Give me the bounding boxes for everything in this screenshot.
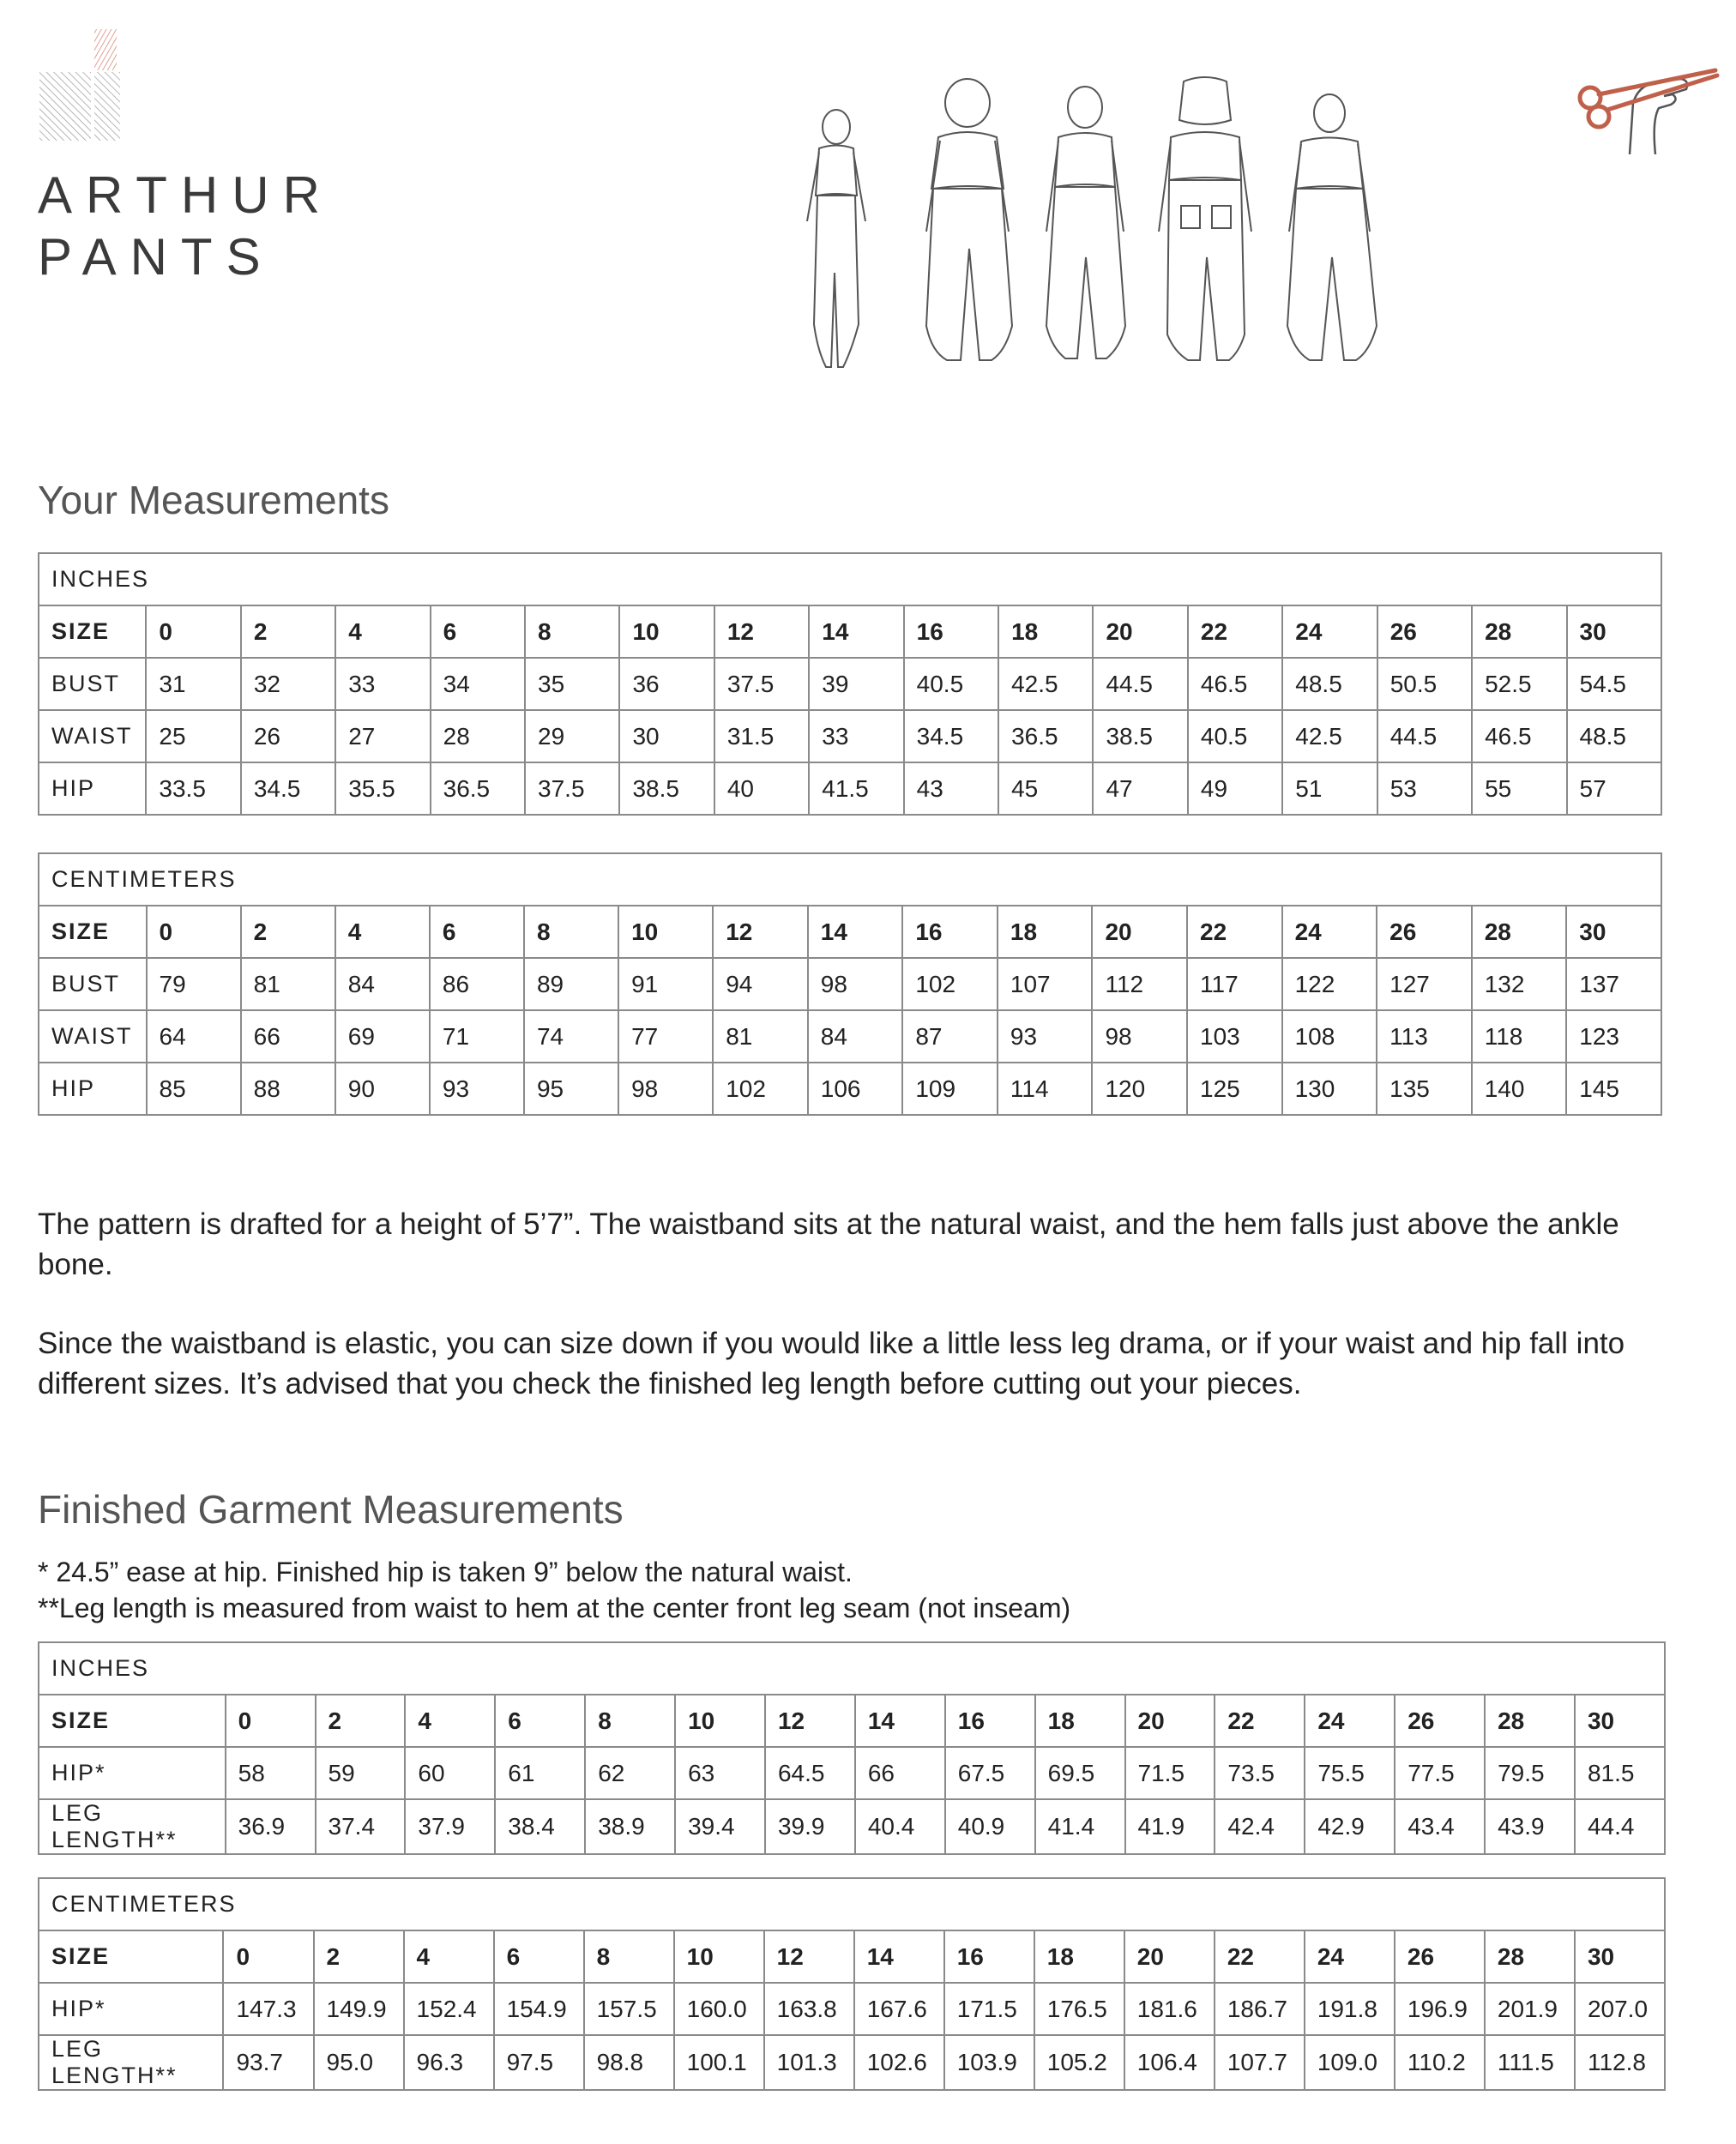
value-cell: 42.5: [998, 658, 1093, 710]
value-cell: 39.9: [765, 1799, 855, 1854]
finished-measurements-inches-table: [38, 1641, 1666, 1855]
value-cell: 102: [713, 1063, 808, 1115]
size-cell: 12: [713, 906, 808, 958]
value-cell: 35: [525, 658, 619, 710]
value-cell: 51: [1282, 762, 1377, 815]
size-cell: 6: [430, 906, 524, 958]
value-cell: 28: [431, 710, 525, 762]
value-cell: 60: [405, 1747, 495, 1799]
value-cell: 48.5: [1282, 658, 1377, 710]
value-cell: 106.4: [1124, 2035, 1215, 2090]
value-cell: 167.6: [854, 1983, 944, 2035]
value-cell: 66: [855, 1747, 945, 1799]
value-cell: 31: [146, 658, 240, 710]
value-cell: 154.9: [494, 1983, 584, 2035]
value-cell: 101.3: [764, 2035, 854, 2090]
value-cell: 36.5: [431, 762, 525, 815]
value-cell: 102.6: [854, 2035, 944, 2090]
value-cell: 160.0: [674, 1983, 764, 2035]
value-cell: 47: [1093, 762, 1187, 815]
value-cell: 67.5: [945, 1747, 1035, 1799]
value-cell: 105.2: [1034, 2035, 1124, 2090]
table-row: [39, 2035, 1665, 2090]
value-cell: 123: [1566, 1010, 1661, 1063]
size-cell: 20: [1093, 605, 1187, 658]
value-cell: 113: [1377, 1010, 1472, 1063]
title-line-1: ARTHUR: [38, 166, 334, 224]
size-cell: 2: [241, 906, 335, 958]
value-cell: 84: [808, 1010, 903, 1063]
value-cell: 93: [998, 1010, 1093, 1063]
size-cell: 8: [585, 1695, 675, 1747]
leg-length-note: **Leg length is measured from waist to hem at the center front leg seam (not inseam): [38, 1593, 1071, 1623]
value-cell: 140: [1472, 1063, 1567, 1115]
size-cell: 6: [495, 1695, 585, 1747]
value-cell: 40.9: [945, 1799, 1035, 1854]
value-cell: 57: [1567, 762, 1662, 815]
value-cell: 42.9: [1305, 1799, 1395, 1854]
value-cell: 86: [430, 958, 524, 1010]
value-cell: 36.9: [226, 1799, 316, 1854]
value-cell: 112.8: [1575, 2035, 1665, 2090]
size-cell: 24: [1305, 1695, 1395, 1747]
table-caption: CENTIMETERS: [39, 1878, 1665, 1930]
size-cell: 28: [1472, 906, 1567, 958]
value-cell: 207.0: [1575, 1983, 1665, 2035]
size-cell: 10: [675, 1695, 765, 1747]
value-cell: 201.9: [1485, 1983, 1575, 2035]
size-cell: 0: [223, 1930, 313, 1983]
value-cell: 109: [902, 1063, 998, 1115]
table-row: [39, 958, 1661, 1010]
size-cell: 28: [1472, 605, 1566, 658]
value-cell: 34.5: [904, 710, 998, 762]
value-cell: 52.5: [1472, 658, 1566, 710]
value-cell: 37.4: [316, 1799, 406, 1854]
value-cell: 44.4: [1575, 1799, 1665, 1854]
table-row: [39, 1799, 1665, 1854]
finished-measurements-centimeters-table: [38, 1877, 1666, 2091]
value-cell: 186.7: [1215, 1983, 1305, 2035]
value-cell: 108: [1282, 1010, 1377, 1063]
value-cell: 42.4: [1215, 1799, 1305, 1854]
value-cell: 89: [524, 958, 618, 1010]
row-label: SIZE: [39, 605, 146, 658]
value-cell: 31.5: [714, 710, 809, 762]
value-cell: 95: [524, 1063, 618, 1115]
value-cell: 95.0: [314, 2035, 404, 2090]
value-cell: 53: [1377, 762, 1472, 815]
sizing-advice-paragraph: Since the waistband is elastic, you can size down if you would like a little less leg drama, or if your waist and hip fall into different sizes. It’s advised that you check the finished leg length before cutting out your pieces.: [38, 1327, 1625, 1400]
value-cell: 111.5: [1485, 2035, 1575, 2090]
value-cell: 54.5: [1567, 658, 1662, 710]
value-cell: 81.5: [1575, 1747, 1665, 1799]
size-cell: 12: [764, 1930, 854, 1983]
row-label: SIZE: [39, 906, 147, 958]
value-cell: 40.4: [855, 1799, 945, 1854]
value-cell: 34: [431, 658, 525, 710]
value-cell: 112: [1092, 958, 1187, 1010]
value-cell: 149.9: [314, 1983, 404, 2035]
value-cell: 191.8: [1305, 1983, 1395, 2035]
value-cell: 103: [1187, 1010, 1282, 1063]
value-cell: 79: [147, 958, 241, 1010]
table-row: [39, 605, 1661, 658]
size-cell: 22: [1187, 906, 1282, 958]
value-cell: 90: [335, 1063, 430, 1115]
value-cell: 71.5: [1125, 1747, 1215, 1799]
value-cell: 74: [524, 1010, 618, 1063]
row-label: SIZE: [39, 1695, 226, 1747]
size-cell: 10: [618, 906, 713, 958]
value-cell: 75.5: [1305, 1747, 1395, 1799]
size-cell: 18: [1034, 1930, 1124, 1983]
value-cell: 36.5: [998, 710, 1093, 762]
table-row: [39, 1010, 1661, 1063]
value-cell: 34.5: [241, 762, 335, 815]
value-cell: 94: [713, 958, 808, 1010]
value-cell: 42.5: [1282, 710, 1377, 762]
value-cell: 41.9: [1125, 1799, 1215, 1854]
value-cell: 62: [585, 1747, 675, 1799]
value-cell: 102: [902, 958, 998, 1010]
title-line-2: PANTS: [38, 228, 274, 286]
table-row: [39, 1695, 1665, 1747]
value-cell: 122: [1282, 958, 1377, 1010]
value-cell: 107.7: [1215, 2035, 1305, 2090]
value-cell: 79.5: [1485, 1747, 1575, 1799]
value-cell: 152.4: [404, 1983, 494, 2035]
value-cell: 45: [998, 762, 1093, 815]
size-cell: 22: [1215, 1695, 1305, 1747]
value-cell: 103.9: [944, 2035, 1034, 2090]
size-cell: 18: [1035, 1695, 1125, 1747]
value-cell: 61: [495, 1747, 585, 1799]
size-cell: 12: [714, 605, 809, 658]
value-cell: 38.5: [619, 762, 714, 815]
row-label: HIP: [39, 1063, 147, 1115]
value-cell: 145: [1566, 1063, 1661, 1115]
value-cell: 38.4: [495, 1799, 585, 1854]
value-cell: 35.5: [335, 762, 430, 815]
value-cell: 39: [809, 658, 903, 710]
table-caption: INCHES: [39, 1642, 1665, 1695]
value-cell: 110.2: [1395, 2035, 1485, 2090]
value-cell: 100.1: [674, 2035, 764, 2090]
pattern-title: [38, 165, 334, 288]
value-cell: 127: [1377, 958, 1472, 1010]
height-info-paragraph: The pattern is drafted for a height of 5’7”. The waistband sits at the natural waist, and the hem falls just above the ankle bone.: [38, 1208, 1619, 1281]
size-cell: 6: [431, 605, 525, 658]
size-cell: 2: [314, 1930, 404, 1983]
value-cell: 40.5: [1188, 710, 1282, 762]
value-cell: 32: [241, 658, 335, 710]
size-cell: 2: [241, 605, 335, 658]
value-cell: 93: [430, 1063, 524, 1115]
value-cell: 130: [1282, 1063, 1377, 1115]
table-row: [39, 1747, 1665, 1799]
size-cell: 10: [674, 1930, 764, 1983]
size-cell: 8: [525, 605, 619, 658]
value-cell: 33: [809, 710, 903, 762]
size-cell: 30: [1575, 1930, 1665, 1983]
size-cell: 4: [335, 605, 430, 658]
size-cell: 24: [1282, 906, 1377, 958]
value-cell: 43.9: [1485, 1799, 1575, 1854]
value-cell: 69.5: [1035, 1747, 1125, 1799]
value-cell: 81: [713, 1010, 808, 1063]
size-cell: 30: [1566, 906, 1661, 958]
value-cell: 98.8: [584, 2035, 674, 2090]
size-cell: 20: [1124, 1930, 1215, 1983]
value-cell: 114: [998, 1063, 1093, 1115]
table-caption: CENTIMETERS: [39, 853, 1661, 906]
size-cell: 14: [809, 605, 903, 658]
value-cell: 37.9: [405, 1799, 495, 1854]
value-cell: 55: [1472, 762, 1566, 815]
five-figures-wearing-pants-illustration: [785, 51, 1411, 382]
value-cell: 77.5: [1395, 1747, 1485, 1799]
size-cell: 18: [998, 906, 1093, 958]
table-row: [39, 1983, 1665, 2035]
size-cell: 0: [146, 605, 240, 658]
value-cell: 41.5: [809, 762, 903, 815]
value-cell: 163.8: [764, 1983, 854, 2035]
value-cell: 38.5: [1093, 710, 1187, 762]
your-measurements-heading: Your Measurements: [38, 478, 389, 522]
value-cell: 30: [619, 710, 714, 762]
size-cell: 14: [854, 1930, 944, 1983]
hand-holding-scissors-icon: [1570, 51, 1724, 154]
value-cell: 88: [241, 1063, 335, 1115]
value-cell: 125: [1187, 1063, 1282, 1115]
size-cell: 24: [1282, 605, 1377, 658]
size-cell: 20: [1125, 1695, 1215, 1747]
value-cell: 77: [618, 1010, 713, 1063]
finished-measurements-heading: Finished Garment Measurements: [38, 1487, 624, 1532]
value-cell: 87: [902, 1010, 998, 1063]
value-cell: 135: [1377, 1063, 1472, 1115]
value-cell: 37.5: [714, 658, 809, 710]
size-cell: 30: [1567, 605, 1662, 658]
hip-ease-note: * 24.5” ease at hip. Finished hip is taken 9” below the natural waist.: [38, 1557, 853, 1587]
value-cell: 176.5: [1034, 1983, 1124, 2035]
value-cell: 44.5: [1377, 710, 1472, 762]
size-cell: 22: [1188, 605, 1282, 658]
figure-5: [1287, 94, 1377, 360]
size-cell: 18: [998, 605, 1093, 658]
value-cell: 63: [675, 1747, 765, 1799]
size-cell: 16: [902, 906, 998, 958]
value-cell: 132: [1472, 958, 1567, 1010]
value-cell: 33.5: [146, 762, 240, 815]
figure-2: [926, 79, 1012, 360]
value-cell: 41.4: [1035, 1799, 1125, 1854]
value-cell: 38.9: [585, 1799, 675, 1854]
value-cell: 27: [335, 710, 430, 762]
size-cell: 8: [524, 906, 618, 958]
size-cell: 4: [335, 906, 430, 958]
table-row: [39, 762, 1661, 815]
row-label: LEG LENGTH**: [39, 1799, 226, 1854]
size-cell: 14: [855, 1695, 945, 1747]
figure-3: [1046, 87, 1125, 358]
value-cell: 85: [147, 1063, 241, 1115]
value-cell: 49: [1188, 762, 1282, 815]
size-cell: 24: [1305, 1930, 1395, 1983]
pattern-logo-icon: [38, 27, 124, 143]
value-cell: 120: [1092, 1063, 1187, 1115]
value-cell: 66: [241, 1010, 335, 1063]
value-cell: 46.5: [1472, 710, 1566, 762]
size-cell: 4: [405, 1695, 495, 1747]
table-row: [39, 906, 1661, 958]
value-cell: 40.5: [904, 658, 998, 710]
size-cell: 26: [1395, 1930, 1485, 1983]
value-cell: 117: [1187, 958, 1282, 1010]
size-cell: 0: [226, 1695, 316, 1747]
value-cell: 25: [146, 710, 240, 762]
size-cell: 28: [1485, 1695, 1575, 1747]
value-cell: 64: [147, 1010, 241, 1063]
row-label: BUST: [39, 658, 146, 710]
value-cell: 36: [619, 658, 714, 710]
value-cell: 118: [1472, 1010, 1567, 1063]
value-cell: 33: [335, 658, 430, 710]
figure-4: [1159, 77, 1251, 360]
value-cell: 97.5: [494, 2035, 584, 2090]
size-cell: 14: [808, 906, 903, 958]
body-measurements-inches-table: [38, 552, 1662, 816]
value-cell: 43.4: [1395, 1799, 1485, 1854]
row-label: WAIST: [39, 1010, 147, 1063]
value-cell: 81: [241, 958, 335, 1010]
value-cell: 96.3: [404, 2035, 494, 2090]
size-cell: 8: [584, 1930, 674, 1983]
size-cell: 16: [945, 1695, 1035, 1747]
value-cell: 181.6: [1124, 1983, 1215, 2035]
value-cell: 98: [1092, 1010, 1187, 1063]
table-row: [39, 1063, 1661, 1115]
row-label: WAIST: [39, 710, 146, 762]
row-label: HIP: [39, 762, 146, 815]
table-row: [39, 658, 1661, 710]
size-cell: 2: [316, 1695, 406, 1747]
table-row: [39, 1930, 1665, 1983]
value-cell: 147.3: [223, 1983, 313, 2035]
value-cell: 39.4: [675, 1799, 765, 1854]
table-row: [39, 710, 1661, 762]
value-cell: 157.5: [584, 1983, 674, 2035]
value-cell: 29: [525, 710, 619, 762]
row-label: LEG LENGTH**: [39, 2035, 223, 2090]
value-cell: 44.5: [1093, 658, 1187, 710]
size-cell: 22: [1215, 1930, 1305, 1983]
size-cell: 12: [765, 1695, 855, 1747]
value-cell: 64.5: [765, 1747, 855, 1799]
size-cell: 26: [1377, 605, 1472, 658]
value-cell: 106: [808, 1063, 903, 1115]
value-cell: 58: [226, 1747, 316, 1799]
size-cell: 16: [904, 605, 998, 658]
value-cell: 69: [335, 1010, 430, 1063]
value-cell: 98: [808, 958, 903, 1010]
value-cell: 46.5: [1188, 658, 1282, 710]
value-cell: 171.5: [944, 1983, 1034, 2035]
value-cell: 196.9: [1395, 1983, 1485, 2035]
value-cell: 26: [241, 710, 335, 762]
size-cell: 6: [494, 1930, 584, 1983]
value-cell: 43: [904, 762, 998, 815]
value-cell: 91: [618, 958, 713, 1010]
row-label: HIP*: [39, 1747, 226, 1799]
size-cell: 26: [1395, 1695, 1485, 1747]
value-cell: 84: [335, 958, 430, 1010]
value-cell: 109.0: [1305, 2035, 1395, 2090]
value-cell: 40: [714, 762, 809, 815]
table-caption: INCHES: [39, 553, 1661, 605]
body-measurements-centimeters-table: [38, 852, 1662, 1116]
value-cell: 59: [316, 1747, 406, 1799]
size-cell: 4: [404, 1930, 494, 1983]
size-cell: 0: [147, 906, 241, 958]
size-cell: 16: [944, 1930, 1034, 1983]
value-cell: 137: [1566, 958, 1661, 1010]
figure-1: [807, 110, 865, 367]
value-cell: 93.7: [223, 2035, 313, 2090]
value-cell: 71: [430, 1010, 524, 1063]
row-label: SIZE: [39, 1930, 223, 1983]
size-cell: 28: [1485, 1930, 1575, 1983]
value-cell: 73.5: [1215, 1747, 1305, 1799]
row-label: BUST: [39, 958, 147, 1010]
value-cell: 98: [618, 1063, 713, 1115]
value-cell: 107: [998, 958, 1093, 1010]
value-cell: 37.5: [525, 762, 619, 815]
value-cell: 50.5: [1377, 658, 1472, 710]
size-cell: 30: [1575, 1695, 1665, 1747]
size-cell: 26: [1377, 906, 1472, 958]
row-label: HIP*: [39, 1983, 223, 2035]
size-cell: 10: [619, 605, 714, 658]
value-cell: 48.5: [1567, 710, 1662, 762]
size-cell: 20: [1092, 906, 1187, 958]
